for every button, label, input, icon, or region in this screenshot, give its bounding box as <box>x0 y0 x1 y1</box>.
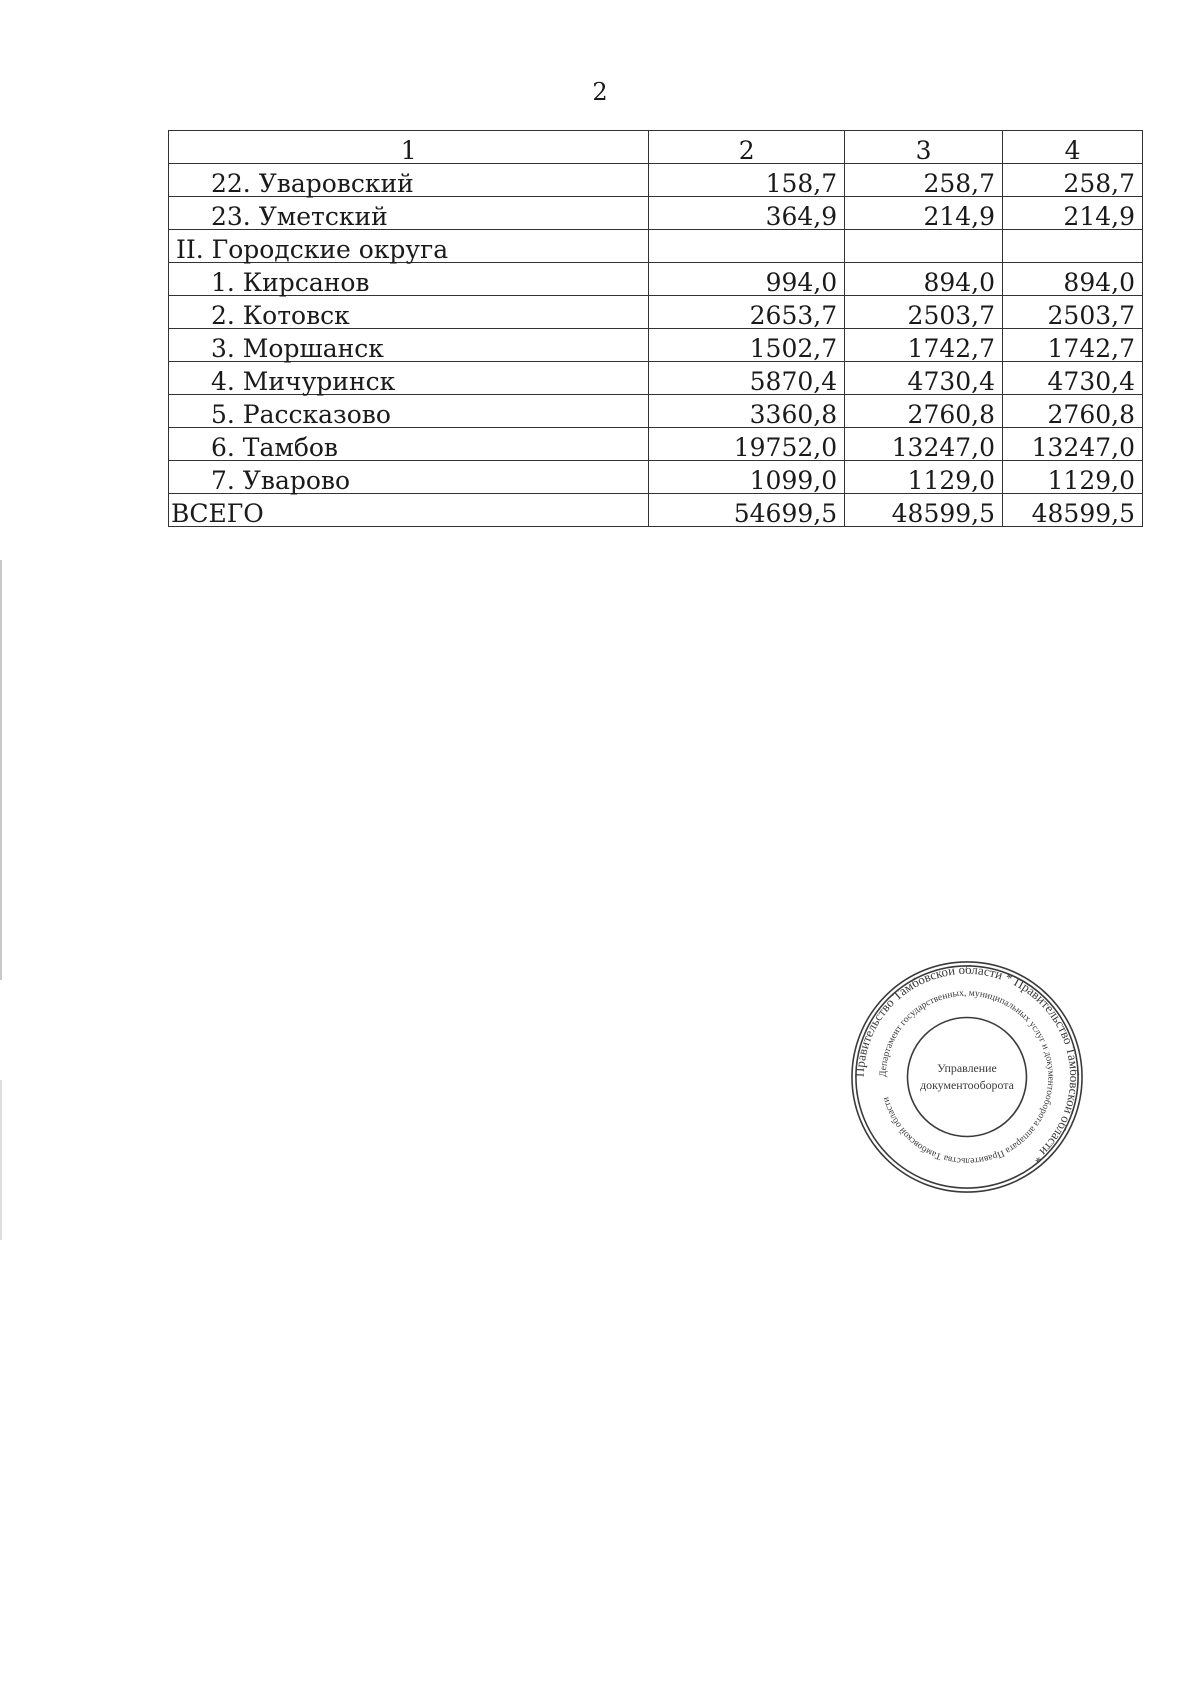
row-value-col-3: 214,9 <box>845 197 1003 230</box>
row-name: ВСЕГО <box>169 494 649 527</box>
row-value-col-2: 994,0 <box>649 263 845 296</box>
row-value-col-4: 894,0 <box>1003 263 1143 296</box>
row-value-col-2: 1502,7 <box>649 329 845 362</box>
stamp-center-line1: Управление <box>937 1061 997 1076</box>
row-value-col-2: 3360,8 <box>649 395 845 428</box>
header-col-4: 4 <box>1003 131 1143 164</box>
row-value-col-4: 4730,4 <box>1003 362 1143 395</box>
table-row <box>169 362 1143 395</box>
table-row <box>169 296 1143 329</box>
stamp-outer-text: Правительство Тамбовской области * Правительство Тамбовской области * <box>852 962 1082 1166</box>
row-value-col-3: 48599,5 <box>845 494 1003 527</box>
row-name: 5. Рассказово <box>169 395 649 428</box>
row-value-col-2: 5870,4 <box>649 362 845 395</box>
section-row <box>169 230 1143 263</box>
row-value-col-4: 2503,7 <box>1003 296 1143 329</box>
row-name: II. Городские округа <box>169 230 649 263</box>
row-value-col-3: 4730,4 <box>845 362 1003 395</box>
row-value-col-3: 1742,7 <box>845 329 1003 362</box>
stamp-inner-text: Департамент государственных, муниципальных услуг и документооборота аппарата Правительства Тамбовской области <box>878 988 1056 1166</box>
stamp-center-line2: документооборота <box>920 1077 1014 1092</box>
row-value-col-2 <box>649 230 845 263</box>
table-body <box>169 164 1143 527</box>
table-row <box>169 395 1143 428</box>
row-value-col-4: 258,7 <box>1003 164 1143 197</box>
header-col-3: 3 <box>845 131 1003 164</box>
table-row <box>169 461 1143 494</box>
total-row <box>169 494 1143 527</box>
table-header <box>169 131 1143 164</box>
row-name: 3. Моршанск <box>169 329 649 362</box>
row-value-col-2: 1099,0 <box>649 461 845 494</box>
table-row <box>169 263 1143 296</box>
row-name: 1. Кирсанов <box>169 263 649 296</box>
row-value-col-2: 19752,0 <box>649 428 845 461</box>
row-value-col-4: 1129,0 <box>1003 461 1143 494</box>
scan-edge-mark <box>0 560 2 980</box>
row-value-col-4: 48599,5 <box>1003 494 1143 527</box>
row-value-col-4: 1742,7 <box>1003 329 1143 362</box>
data-table <box>168 130 1143 527</box>
row-value-col-3: 1129,0 <box>845 461 1003 494</box>
table-row <box>169 428 1143 461</box>
table-row <box>169 197 1143 230</box>
row-value-col-3: 894,0 <box>845 263 1003 296</box>
row-value-col-3: 258,7 <box>845 164 1003 197</box>
header-col-1: 1 <box>169 131 649 164</box>
row-value-col-2: 2653,7 <box>649 296 845 329</box>
table-row <box>169 329 1143 362</box>
header-row <box>169 131 1143 164</box>
row-value-col-3: 2503,7 <box>845 296 1003 329</box>
row-name: 22. Уваровский <box>169 164 649 197</box>
page-number: 2 <box>592 78 608 106</box>
table-row <box>169 164 1143 197</box>
row-value-col-2: 54699,5 <box>649 494 845 527</box>
row-name: 7. Уварово <box>169 461 649 494</box>
row-value-col-4 <box>1003 230 1143 263</box>
row-value-col-3 <box>845 230 1003 263</box>
row-value-col-2: 158,7 <box>649 164 845 197</box>
row-value-col-3: 2760,8 <box>845 395 1003 428</box>
row-name: 2. Котовск <box>169 296 649 329</box>
header-col-2: 2 <box>649 131 845 164</box>
office-stamp <box>848 958 1086 1196</box>
row-value-col-4: 214,9 <box>1003 197 1143 230</box>
scan-edge-mark <box>0 1080 2 1240</box>
row-value-col-3: 13247,0 <box>845 428 1003 461</box>
row-value-col-4: 2760,8 <box>1003 395 1143 428</box>
row-value-col-4: 13247,0 <box>1003 428 1143 461</box>
row-value-col-2: 364,9 <box>649 197 845 230</box>
row-name: 4. Мичуринск <box>169 362 649 395</box>
row-name: 23. Уметский <box>169 197 649 230</box>
row-name: 6. Тамбов <box>169 428 649 461</box>
